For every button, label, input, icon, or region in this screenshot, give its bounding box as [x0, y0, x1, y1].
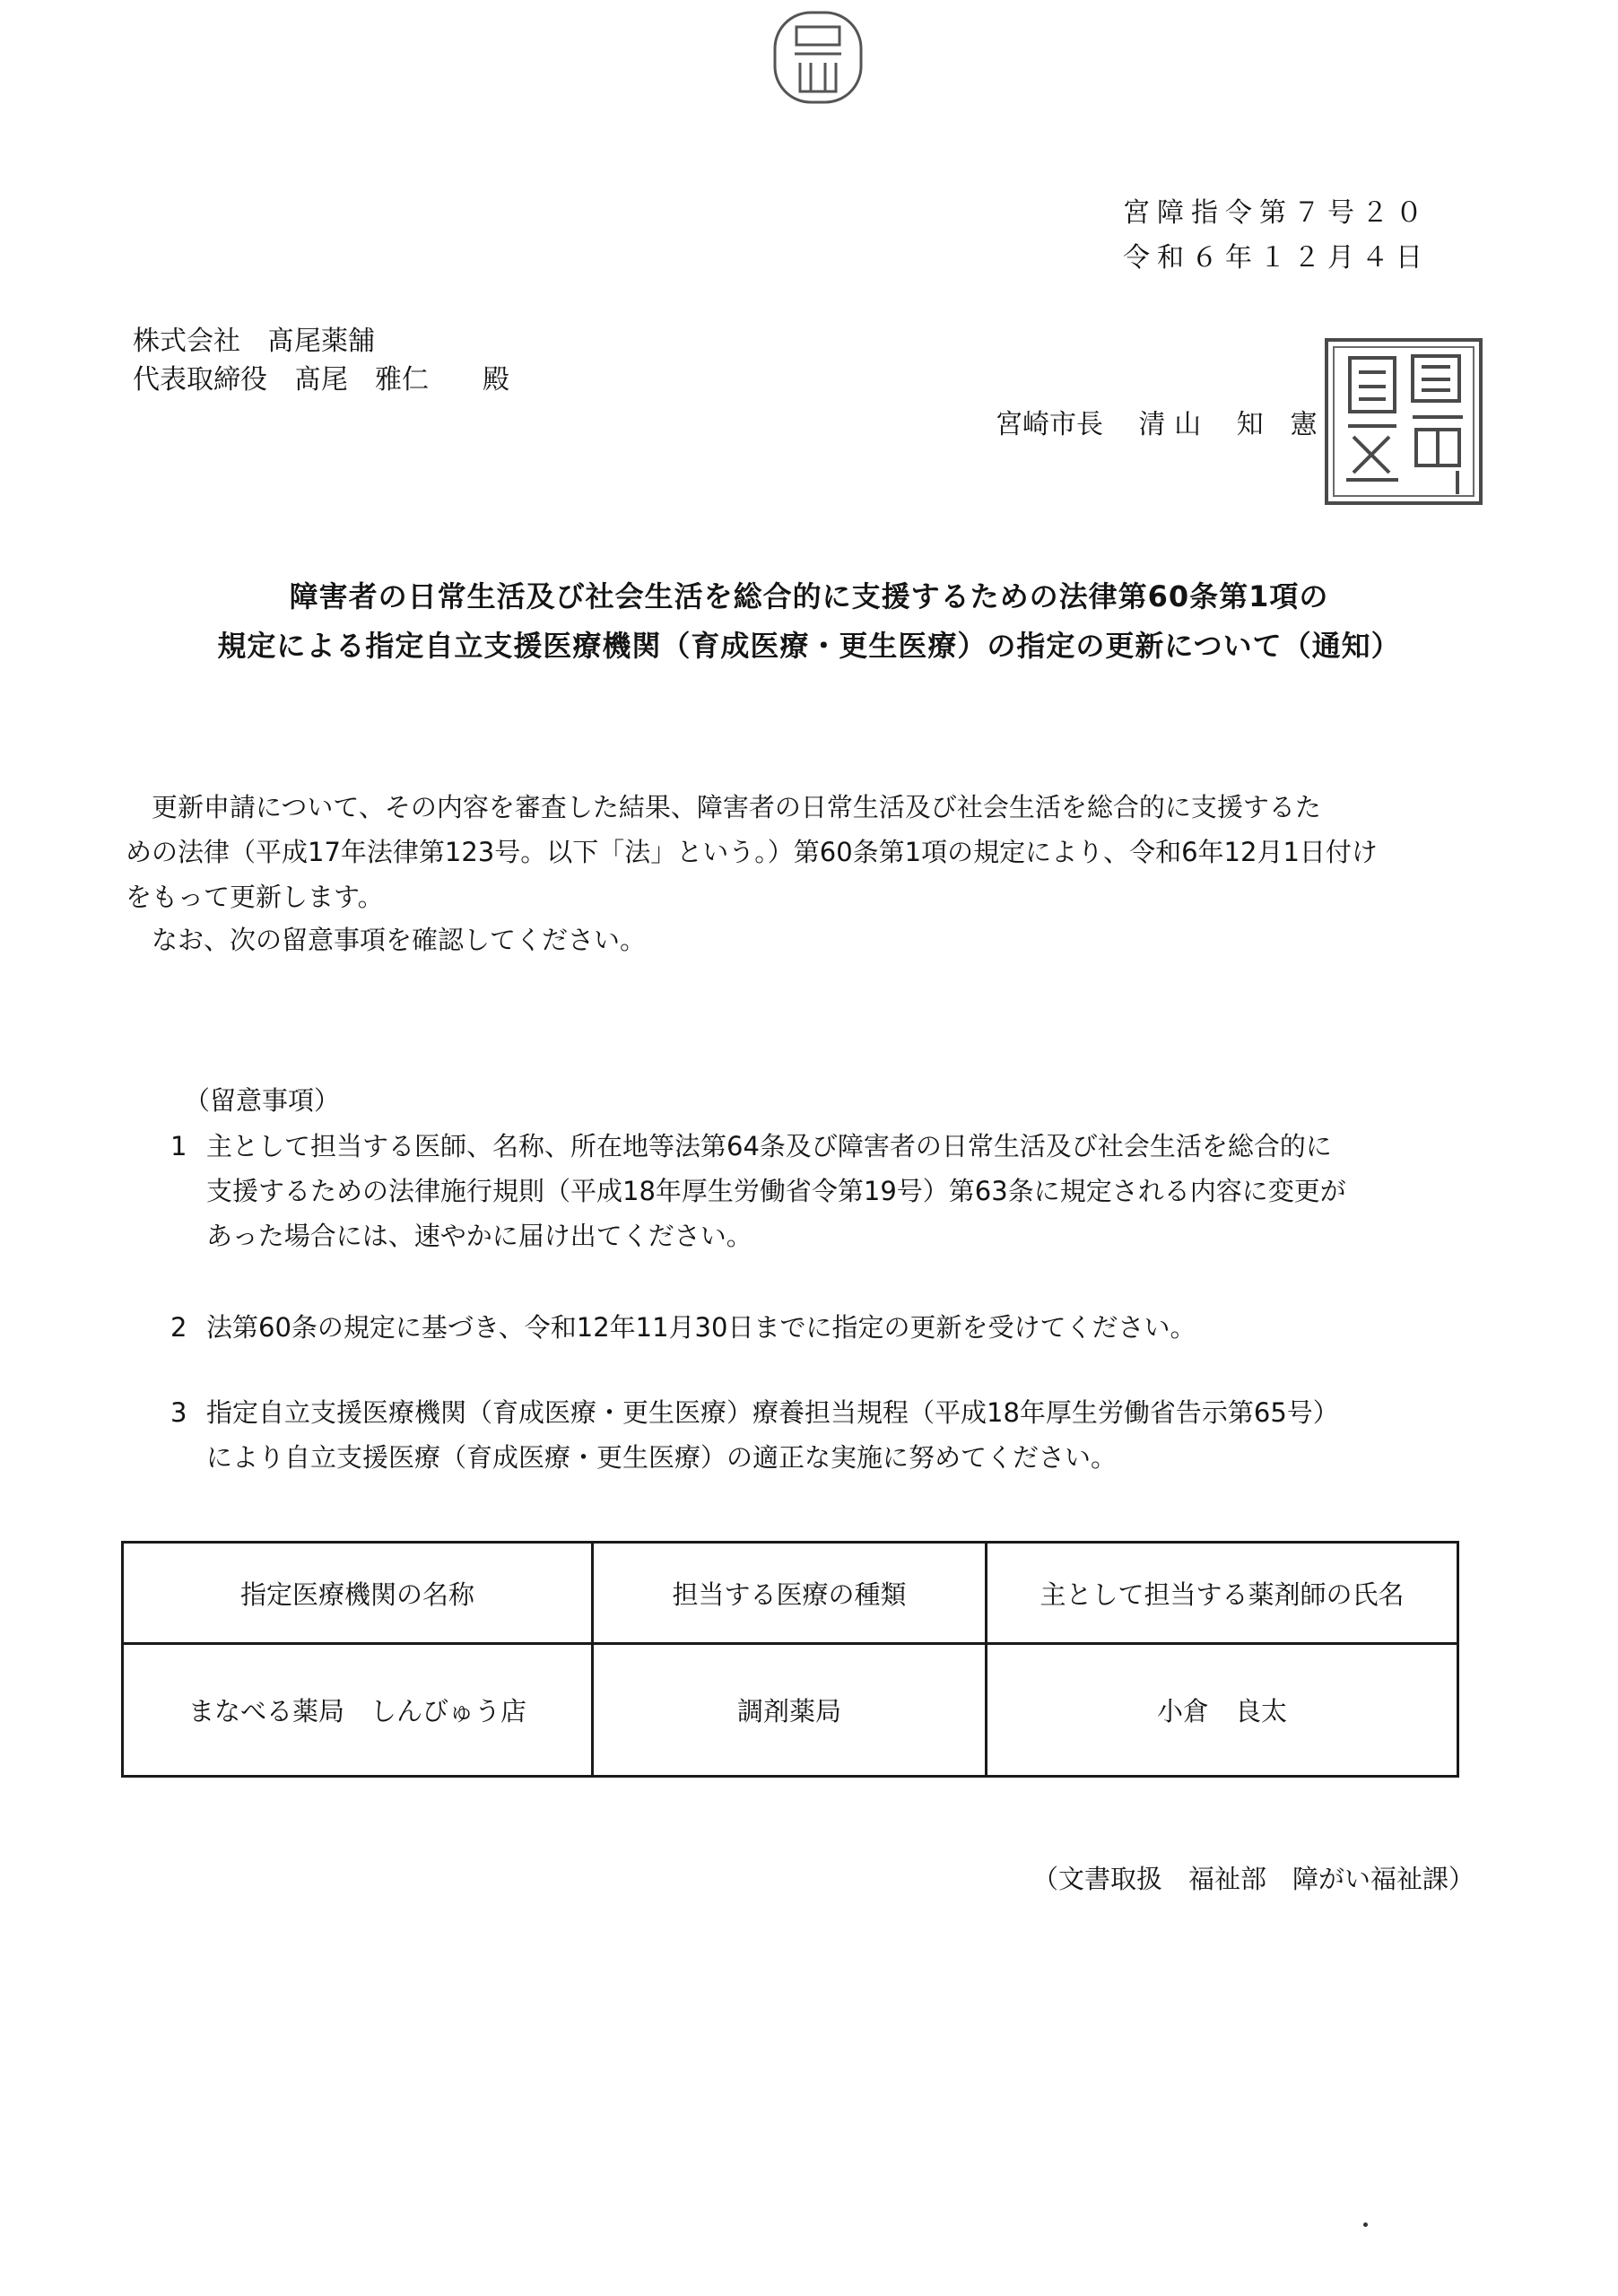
note-line: 法第60条の規定に基づき、令和12年11月30日までに指定の更新を受けてください。: [206, 1312, 1196, 1343]
note-number: 3: [170, 1397, 187, 1428]
table-header-row: [123, 1543, 1458, 1644]
issuer-seal: [1323, 336, 1484, 507]
table-header-cell: 指定医療機関の名称: [123, 1543, 593, 1644]
body-line: 更新申請について、その内容を審査した結果、障害者の日常生活及び社会生活を総合的に支援するた: [126, 792, 1321, 822]
table-header-cell: 担当する医療の種類: [593, 1543, 987, 1644]
body-paragraph-2: [126, 918, 1462, 962]
title-line-1: 障害者の日常生活及び社会生活を総合的に支援するための法律第60条第1項の: [289, 579, 1329, 613]
document-number: 宮障指令第７号２０: [1123, 197, 1430, 229]
note-number: 2: [170, 1312, 187, 1343]
facility-name-cell: まなべる薬局 しんびゅう店: [123, 1644, 593, 1777]
designation-table: [121, 1541, 1459, 1778]
note-number: 1: [170, 1131, 187, 1161]
table-row: [123, 1644, 1458, 1777]
note-line: あった場合には、速やかに届け出てください。: [206, 1221, 752, 1251]
body-line: なお、次の留意事項を確認してください。: [126, 925, 647, 955]
body-line: めの法律（平成17年法律第123号。以下「法」という。）第60条第1項の規定により、令和6年12月1日付け: [126, 837, 1378, 867]
issuer-name: 宮崎市長 清 山 知 憲: [996, 409, 1318, 440]
recipient-company: 株式会社 髙尾薬舗: [133, 326, 375, 357]
body-paragraph-1: [126, 785, 1462, 919]
handling-department-note: （文書取扱 福祉部 障がい福祉課）: [1031, 1864, 1474, 1894]
recipient-name: 代表取締役 髙尾 雅仁 殿: [133, 364, 509, 396]
document-date: 令和６年１２月４日: [1123, 242, 1430, 274]
body-line: をもって更新します。: [126, 882, 384, 912]
scan-speck: [1363, 2222, 1368, 2227]
top-seal: [770, 9, 866, 108]
note-line: 指定自立支援医療機関（育成医療・更生医療）療養担当規程（平成18年厚生労働省告示第65号）: [206, 1397, 1339, 1428]
note-line: 支援するための法律施行規則（平成18年厚生労働省令第19号）第63条に規定される内容に変更が: [206, 1176, 1346, 1206]
title-line-2: 規定による指定自立支援医療機関（育成医療・更生医療）の指定の更新について（通知）: [217, 629, 1401, 663]
note-line: により自立支援医療（育成医療・更生医療）の適正な実施に努めてください。: [206, 1442, 1118, 1473]
medical-type-cell: 調剤薬局: [593, 1644, 987, 1777]
table-header-cell: 主として担当する薬剤師の氏名: [986, 1543, 1457, 1644]
note-line: 主として担当する医師、名称、所在地等法第64条及び障害者の日常生活及び社会生活を総合的に: [206, 1131, 1332, 1161]
pharmacist-name-cell: 小倉 良太: [986, 1644, 1457, 1777]
notes-heading: （留意事項）: [184, 1085, 341, 1116]
